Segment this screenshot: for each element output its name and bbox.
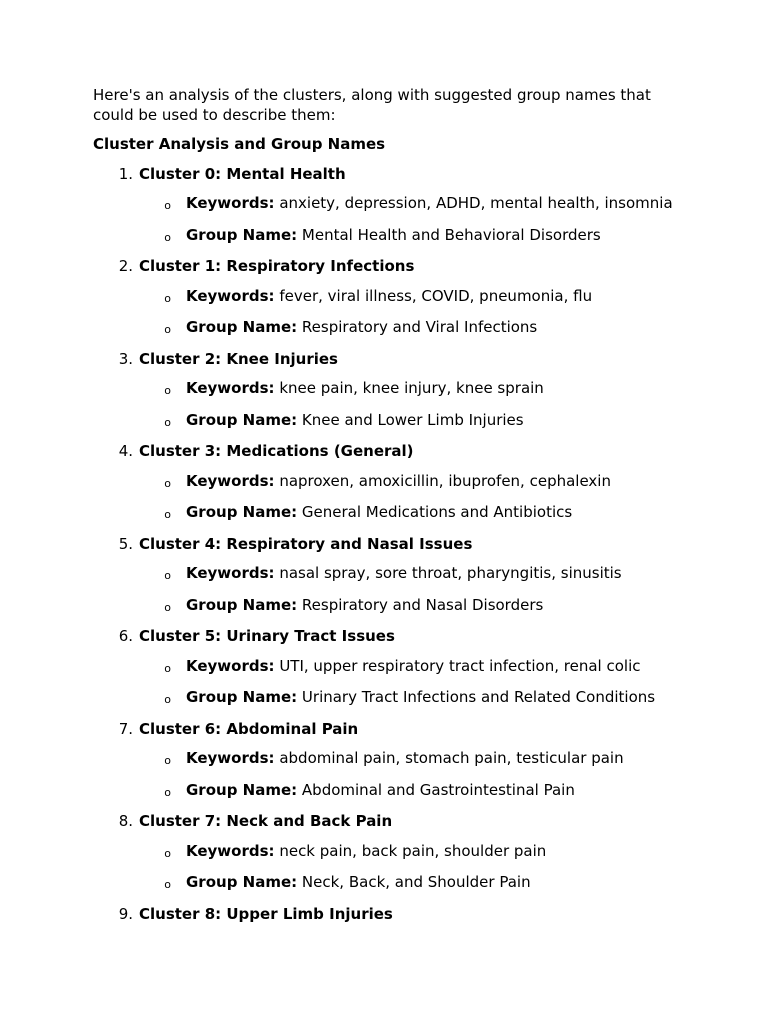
cluster-title-row [93,535,683,555]
group-name-value: Respiratory and Nasal Disorders [301,595,544,614]
keywords-value: naproxen, amoxicillin, ibuprofen, cephalexin [279,471,611,490]
circle-bullet-icon: o [164,230,171,244]
cluster-title-row [93,627,683,647]
cluster-details [93,194,683,247]
cluster-item [93,257,683,340]
keywords-text [186,472,683,492]
detail-group-name [93,318,683,340]
keywords-value: neck pain, back pain, shoulder pain [279,841,547,860]
cluster-title-row [93,905,683,925]
section-heading: Cluster Analysis and Group Names [93,135,386,153]
keywords-label: Keywords: [186,379,275,397]
keywords-label: Keywords: [186,471,275,490]
group-name-label: Group Name: [186,410,298,429]
cluster-number: 6. [118,627,133,645]
keywords-text [186,657,683,677]
group-name-value: Respiratory and Viral Infections [301,318,538,336]
circle-bullet-icon: o [164,476,171,490]
group-name-text [186,596,683,616]
group-name-value: Urinary Tract Infections and Related Conditions [301,688,656,706]
group-name-label: Group Name: [186,503,298,521]
cluster-title-row [93,165,683,185]
keywords-value: knee pain, knee injury, knee sprain [279,379,544,397]
group-name-value: Abdominal and Gastrointestinal Pain [301,780,575,799]
cluster-title: Cluster 7: Neck and Back Pain [139,812,393,830]
detail-keywords [93,472,683,494]
group-name-label: Group Name: [186,873,298,891]
detail-group-name [93,226,683,248]
cluster-number: 7. [118,719,133,738]
keywords-text [186,194,683,214]
cluster-title: Cluster 4: Respiratory and Nasal Issues [139,534,473,553]
circle-bullet-icon: o [164,569,171,582]
keywords-label: Keywords: [186,286,275,305]
cluster-number: 4. [118,442,133,460]
cluster-item [93,627,683,710]
circle-bullet-icon: o [164,661,171,675]
group-name-label: Group Name: [186,225,298,244]
detail-group-name [93,503,683,525]
circle-bullet-icon: o [164,846,171,860]
group-name-text [186,688,683,708]
keywords-value: fever, viral illness, COVID, pneumonia, flu [279,286,593,305]
cluster-item [93,812,683,895]
group-name-value: Knee and Lower Limb Injuries [301,410,524,429]
cluster-details [93,842,683,895]
circle-bullet-icon: o [164,291,171,305]
group-name-value: Neck, Back, and Shoulder Pain [301,873,531,891]
cluster-title-row [93,257,683,277]
detail-keywords [93,749,683,771]
circle-bullet-icon: o [164,199,171,212]
circle-bullet-icon: o [164,693,171,706]
circle-bullet-icon: o [164,384,171,397]
cluster-details [93,379,683,432]
cluster-number: 8. [118,812,133,830]
group-name-text [186,503,683,523]
keywords-text [186,287,683,307]
cluster-details [93,287,683,340]
group-name-label: Group Name: [186,595,298,614]
keywords-label: Keywords: [186,749,275,767]
detail-group-name [93,781,683,803]
group-name-text [186,781,683,801]
cluster-item [93,720,683,803]
detail-group-name [93,596,683,618]
document-page [93,86,683,934]
cluster-title: Cluster 0: Mental Health [139,164,346,183]
cluster-details [93,657,683,710]
detail-keywords [93,657,683,679]
circle-bullet-icon: o [164,508,171,521]
detail-group-name [93,688,683,710]
intro-paragraph: Here's an analysis of the clusters, along with suggested group names that could be used to describe them: [93,86,651,124]
cluster-title-row [93,812,683,832]
keywords-label: Keywords: [186,841,275,860]
detail-group-name [93,411,683,433]
cluster-title-row [93,720,683,740]
cluster-title: Cluster 2: Knee Injuries [139,349,338,368]
cluster-title: Cluster 3: Medications (General) [139,442,414,460]
cluster-item [93,442,683,525]
keywords-text [186,564,683,584]
group-name-text [186,226,683,246]
keywords-label: Keywords: [186,656,275,675]
circle-bullet-icon: o [164,754,171,767]
cluster-item [93,535,683,618]
cluster-number: 1. [118,164,133,183]
keywords-value: UTI, upper respiratory tract infection, renal colic [279,656,641,675]
keywords-text [186,379,683,399]
keywords-value: anxiety, depression, ADHD, mental health, insomnia [279,194,673,212]
cluster-title: Cluster 5: Urinary Tract Issues [139,627,395,645]
group-name-text [186,318,683,338]
cluster-item [93,165,683,248]
detail-keywords [93,379,683,401]
keywords-text [186,749,683,769]
cluster-number: 2. [118,257,133,275]
cluster-item [93,905,683,925]
cluster-item [93,350,683,433]
group-name-value: Mental Health and Behavioral Disorders [301,225,601,244]
group-name-label: Group Name: [186,780,298,799]
cluster-title-row [93,350,683,370]
group-name-text [186,411,683,431]
detail-keywords [93,842,683,864]
circle-bullet-icon: o [164,878,171,891]
cluster-list [93,165,683,925]
group-name-value: General Medications and Antibiotics [301,503,573,521]
group-name-label: Group Name: [186,688,298,706]
keywords-label: Keywords: [186,564,275,582]
circle-bullet-icon: o [164,323,171,336]
cluster-number: 5. [118,534,133,553]
cluster-title-row [93,442,683,462]
circle-bullet-icon: o [164,600,171,614]
cluster-details [93,472,683,525]
cluster-number: 9. [118,904,133,923]
cluster-details [93,564,683,617]
cluster-number: 3. [118,349,133,368]
keywords-value: abdominal pain, stomach pain, testicular pain [279,749,624,767]
detail-keywords [93,287,683,309]
cluster-title: Cluster 6: Abdominal Pain [139,719,359,738]
cluster-title: Cluster 1: Respiratory Infections [139,257,415,275]
cluster-title: Cluster 8: Upper Limb Injuries [139,904,393,923]
group-name-text [186,873,683,893]
cluster-details [93,749,683,802]
detail-keywords [93,564,683,586]
detail-group-name [93,873,683,895]
group-name-label: Group Name: [186,318,298,336]
circle-bullet-icon: o [164,785,171,799]
keywords-label: Keywords: [186,194,275,212]
keywords-value: nasal spray, sore throat, pharyngitis, sinusitis [279,564,622,582]
detail-keywords [93,194,683,216]
keywords-text [186,842,683,862]
circle-bullet-icon: o [164,415,171,429]
